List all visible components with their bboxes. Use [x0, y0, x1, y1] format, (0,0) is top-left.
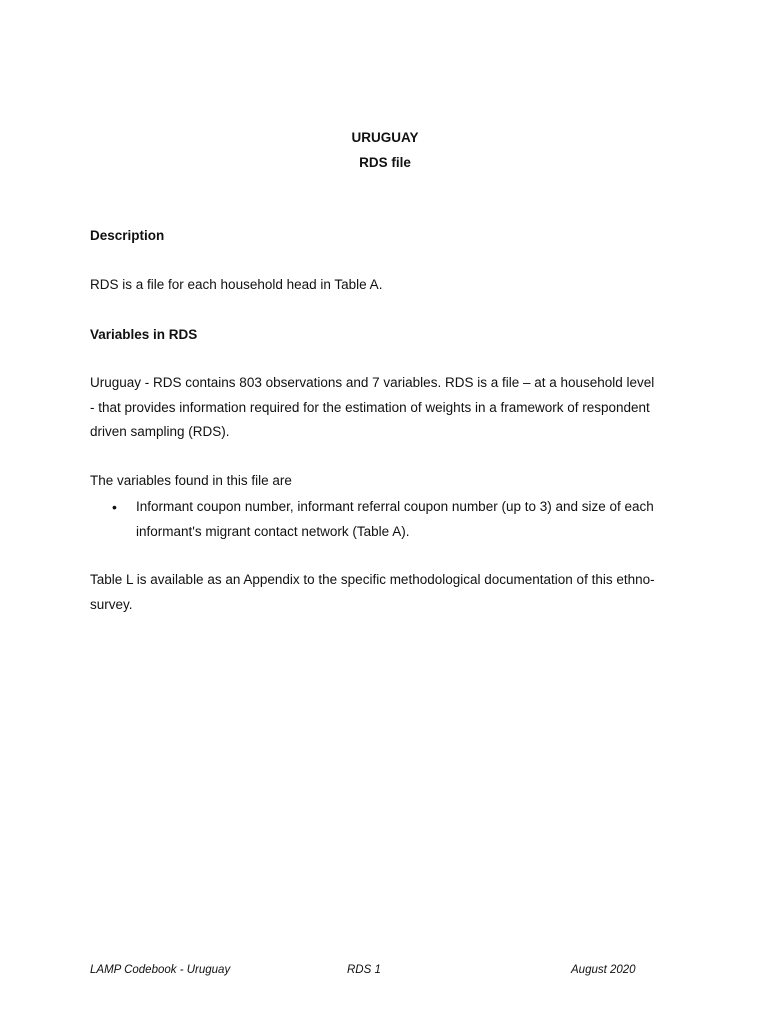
variables-line: Uruguay - RDS contains 803 observations and 7 variables. RDS is a file – at a household level [90, 375, 655, 390]
variables-line: - that provides information required for the estimation of weights in a framework of respondent [90, 399, 650, 415]
page-subtitle: RDS file [359, 155, 411, 170]
footer-date: August 2020 [571, 964, 636, 976]
table-l-line: Table L is available as an Appendix to the specific methodological documentation of this ethno- [90, 572, 655, 587]
bullet-line: Informant coupon number, informant referral coupon number (up to 3) and size of each [136, 499, 654, 514]
bullet-marker: • [112, 499, 117, 515]
footer-page-number: RDS 1 [347, 964, 381, 976]
description-paragraph: RDS is a file for each household head in Table A. [90, 277, 383, 292]
list-intro: The variables found in this file are [90, 473, 292, 488]
variables-paragraph [90, 371, 680, 445]
bullet-text [136, 495, 696, 544]
table-l-line: survey. [90, 596, 133, 612]
variables-heading: Variables in RDS [90, 327, 198, 342]
footer-left: LAMP Codebook - Uruguay [90, 964, 231, 976]
variables-line: driven sampling (RDS). [90, 424, 230, 440]
description-heading: Description [90, 228, 165, 243]
page-title: URUGUAY [351, 130, 419, 145]
table-l-paragraph [90, 568, 680, 617]
bullet-line: informant's migrant contact network (Table A). [136, 523, 410, 539]
